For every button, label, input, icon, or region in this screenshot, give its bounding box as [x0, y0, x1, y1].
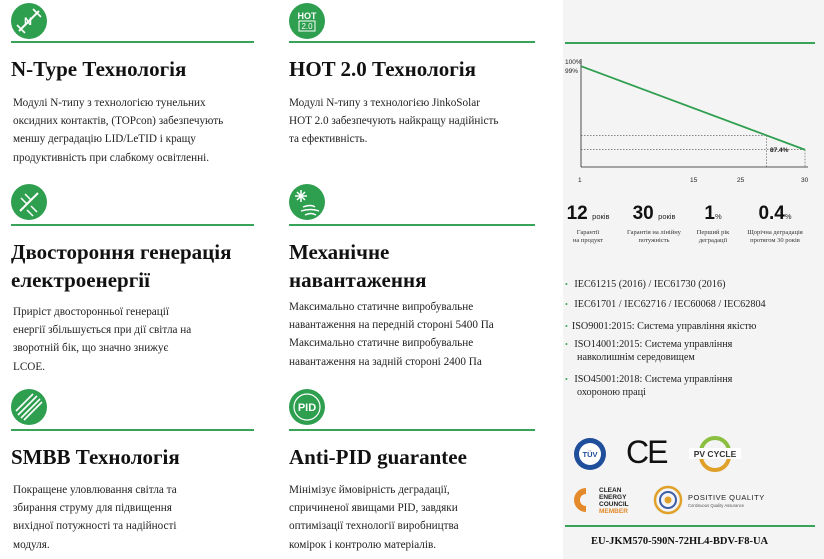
feature-desc: Приріст двосторонньої генерації енергії збільшується при дії світла на зворотній бік, що значно знижує LCOE.: [13, 306, 192, 373]
feature-desc: Покращене уловлювання світла та збирання струму для підвищення вихідної потужності та надійності модуля.: [13, 484, 177, 551]
pid-icon: [289, 389, 325, 425]
stat-annual-degradation: 0.4% Щорічна деградація протягом 30 років: [747, 203, 803, 244]
end-value-label: 87.4%: [770, 147, 789, 154]
feature-title-line-2: навантаження: [289, 268, 427, 292]
x-tick: 25: [737, 177, 745, 184]
y-label-100: 100%: [565, 59, 582, 66]
cert-item: • ISO14001:2015: Система управління навколишнім середовищем: [565, 339, 733, 363]
feature-desc: Максимально статичне випробувальне навантаження на передній стороні 5400 Па Максимально статичне випробувальне навантаження на задній стороні 2400 Па: [289, 301, 494, 368]
feature-title: Anti-PID guarantee: [289, 445, 467, 469]
divider: [565, 42, 815, 44]
divider: [289, 429, 535, 431]
divider: [11, 224, 254, 226]
x-tick: 15: [690, 177, 698, 184]
smbb-icon: [11, 389, 47, 425]
degradation-line: [581, 66, 805, 150]
n-type-icon: [11, 3, 47, 39]
svg-text:MEMBER: MEMBER: [599, 508, 628, 515]
hot-icon: [289, 3, 325, 39]
svg-text:PV CYCLE: PV CYCLE: [693, 449, 737, 459]
model-number: EU-JKM570-590N-72HL4-BDV-F8-UA: [591, 536, 769, 547]
feature-title: HOT 2.0 Технологія: [289, 57, 476, 81]
feature-title-line-2: електроенергії: [11, 268, 150, 292]
stat-product-warranty: 12 років Гарантії на продукт: [566, 203, 610, 244]
svg-text:2.0: 2.0: [301, 22, 313, 31]
x-tick: 1: [578, 177, 582, 184]
feature-desc: Модулі N-типу з технологією JinkoSolar HOT 2.0 забезпечують найкращу надійність та ефективність.: [289, 97, 499, 146]
feature-title-line-1: Механічне: [289, 240, 390, 264]
divider: [289, 41, 535, 43]
snow-wind-icon: [289, 184, 325, 220]
svg-text:ENERGY: ENERGY: [599, 494, 627, 501]
feature-desc: Мінімізує ймовірність деградації, спричиненої явищами PID, завдяки оптимізації технології виробництва комірок і контролю матеріалів.: [289, 484, 459, 551]
x-tick: 30: [801, 177, 809, 184]
svg-text:TÜV: TÜV: [582, 450, 598, 459]
svg-text:PID: PID: [297, 402, 317, 414]
feature-desc: Модулі N-типу з технологією тунельних оксидних контактів, (TOPcon) забезпечують меншу деградацію LID/LeTID і кращу продуктивність при слабкому освітленні.: [13, 97, 224, 164]
positive-quality-logo: [652, 484, 782, 516]
feature-title: N-Type Технологія: [11, 57, 187, 81]
feature-title: SMBB Технологія: [11, 445, 180, 469]
pv-cycle-logo: [687, 434, 743, 474]
clean-energy-council-logo: [570, 483, 640, 517]
feature-title-line-1: Двостороння генерація: [11, 240, 232, 264]
divider: [565, 525, 815, 527]
divider: [11, 41, 254, 43]
cert-item: • ISO45001:2018: Система управління охороною праці: [565, 374, 733, 398]
cert-item: • ISO9001:2015: Система управління якістю: [565, 321, 757, 332]
cert-item: • IEC61215 (2016) / IEC61730 (2016): [565, 279, 726, 290]
divider: [289, 224, 535, 226]
stat-power-warranty: 30 років Гарантія на лінійну потужність: [627, 203, 681, 244]
divider: [11, 429, 254, 431]
bifacial-icon: [11, 184, 47, 220]
ce-logo: CE: [626, 434, 667, 470]
stat-first-year: 1% Перший рік деградації: [696, 203, 730, 244]
svg-text:Continuous Quality Assurance: Continuous Quality Assurance: [688, 503, 745, 508]
tuv-logo: [572, 436, 608, 472]
svg-text:CLEAN: CLEAN: [599, 487, 622, 494]
svg-text:HOT: HOT: [297, 11, 317, 21]
svg-text:COUNCIL: COUNCIL: [599, 501, 629, 508]
y-label-99: 99%: [565, 68, 579, 75]
svg-text:N: N: [24, 16, 32, 28]
degradation-chart: [563, 55, 824, 190]
svg-text:POSITIVE QUALITY: POSITIVE QUALITY: [688, 493, 765, 502]
cert-item: • IEC61701 / IEC62716 / IEC60068 / IEC62804: [565, 299, 766, 310]
